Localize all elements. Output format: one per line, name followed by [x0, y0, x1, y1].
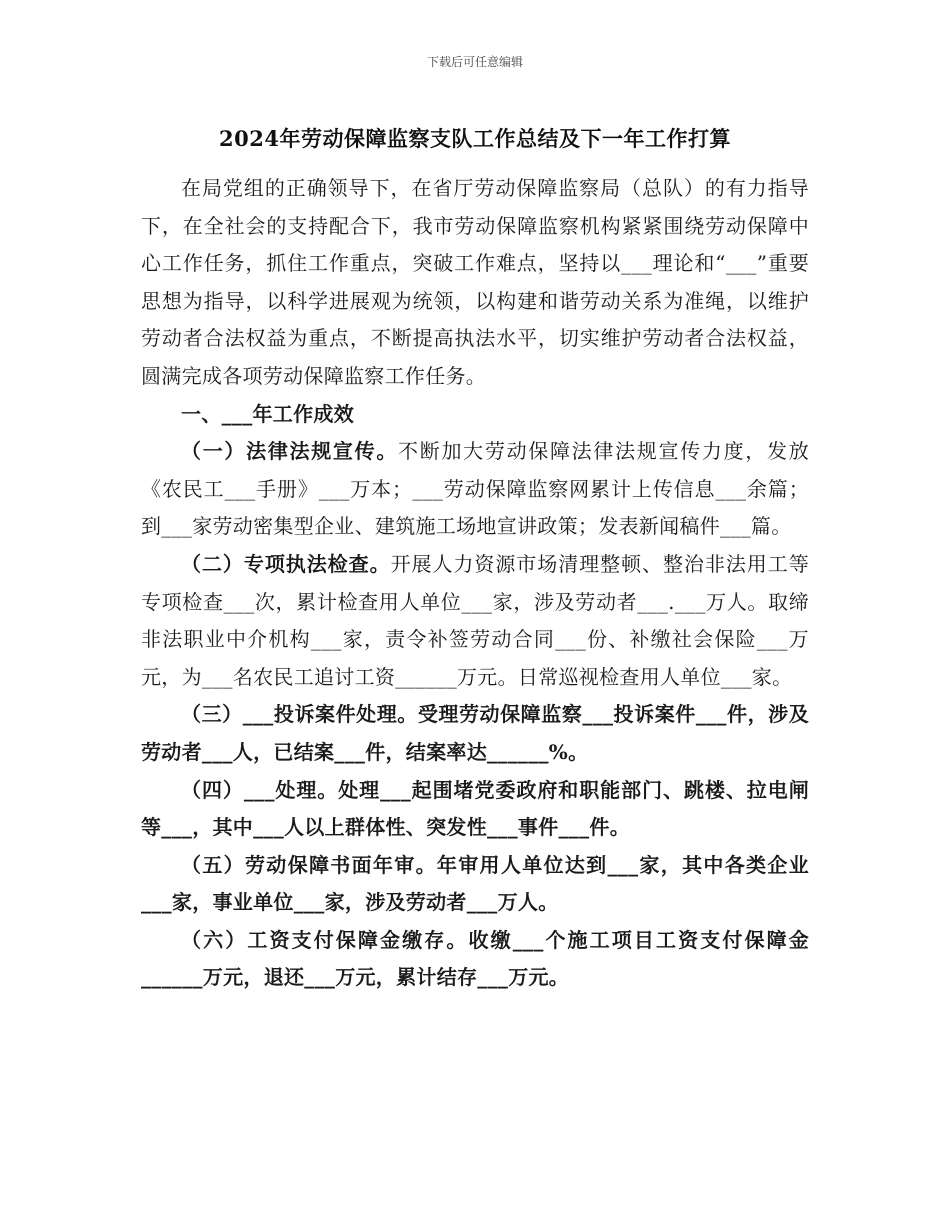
item-paragraph-3: （三）___投诉案件处理。受理劳动保障监察___投诉案件___件，涉及劳动者___人，已结案___件，结案率达______%。: [141, 702, 809, 764]
item-paragraph-2: [141, 546, 809, 696]
item-text: 开展人力资源市场清理整顿、整治非法用工等专项检查___次，累计检查用人单位___家，涉及劳动者___.___万人。取缔非法职业中介机构___家，责令补签劳动合同___份、补缴社会保险___万元，为___名农民工追讨工资______万元。日常巡视检查用人单位___家。: [141, 551, 810, 689]
item-paragraph-5: （五）劳动保障书面年审。年审用人单位达到___家，其中各类企业___家，事业单位___家，涉及劳动者___万人。: [141, 852, 809, 915]
item-paragraph-1: [141, 433, 809, 546]
intro-paragraph: 在局党组的正确领导下，在省厅劳动保障监察局（总队）的有力指导下，在全社会的支持配合下，我市劳动保障监察机构紧紧围绕劳动保障中心工作任务，抓住工作重点，突破工作难点，坚持以___理论和“___”重要思想为指导，以科学进展观为统领，以构建和谐劳动关系为准绳，以维护劳动者合法权益为重点，不断提高执法水平，切实维护劳动者合法权益，圆满完成各项劳动保障监察工作任务。: [141, 176, 809, 388]
item-text: 不断加大劳动保障法律法规宣传力度，发放《农民工___手册》___万本；___劳动保障监察网累计上传信息___余篇；到___家劳动密集型企业、建筑施工场地宣讲政策；发表新闻稿件___篇。: [141, 439, 810, 539]
section-heading: 一、___年工作成效: [181, 401, 354, 426]
item-label: （二）专项执法检查。: [181, 551, 391, 576]
item-label: （一）法律法规宣传。: [181, 439, 399, 464]
item-paragraph-6: （六）工资支付保障金缴存。收缴___个施工项目工资支付保障金______万元，退还___万元，累计结存___万元。: [141, 927, 809, 990]
page-header-note: 下载后可任意编辑: [426, 55, 523, 69]
document-body: [141, 170, 809, 997]
item-paragraph-4: （四）___处理。处理___起围堵党委政府和职能部门、跳楼、拉电闸等___，其中___人以上群体性、突发性___事件___件。: [141, 777, 809, 840]
document-title: 2024年劳动保障监察支队工作总结及下一年工作打算: [219, 126, 731, 151]
